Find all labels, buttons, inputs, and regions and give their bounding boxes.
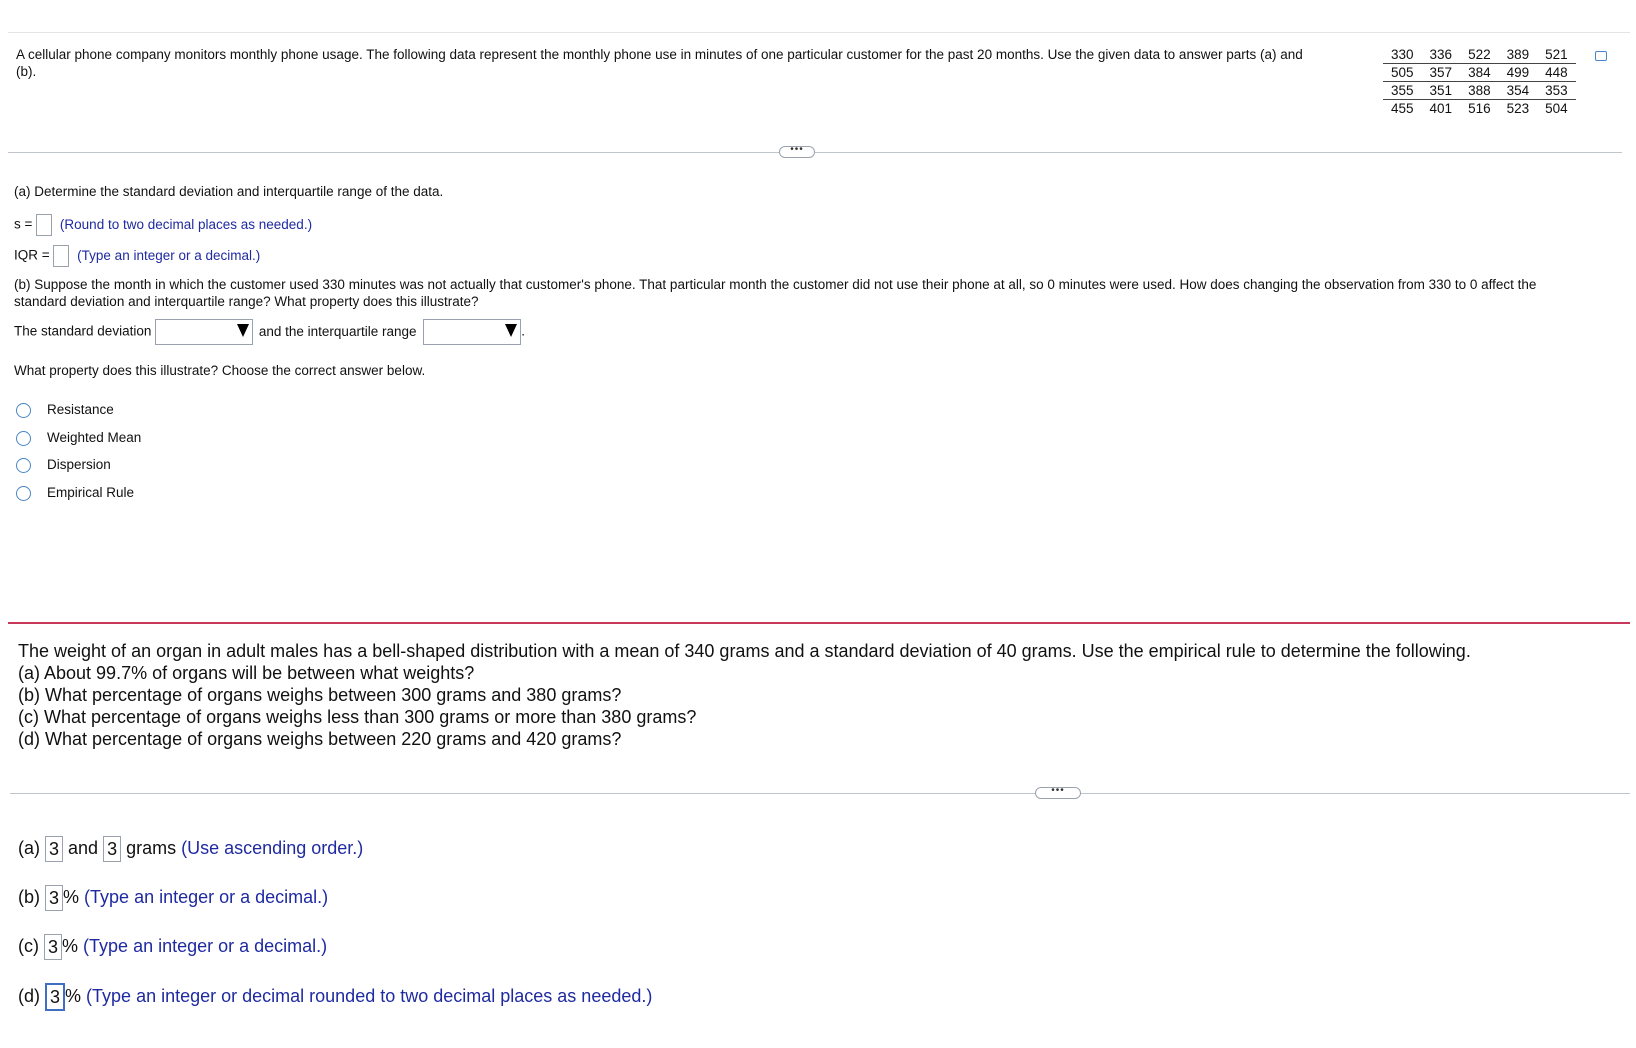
data-table-cell: 505 [1383, 64, 1422, 82]
data-table-row [1383, 46, 1576, 64]
data-table-cell: 523 [1506, 101, 1530, 116]
answer-a-label: (a) [18, 837, 40, 858]
dropdown-row [14, 319, 525, 345]
grams-unit: grams [126, 837, 177, 858]
answer-b-label: (b) [18, 886, 40, 907]
q2-line-4: (c) What percentage of organs weighs less than 300 grams or more than 380 grams? [18, 707, 697, 727]
section-divider-1 [8, 152, 1622, 153]
iqr-dropdown[interactable] [423, 319, 521, 345]
copy-icon[interactable] [1595, 51, 1607, 61]
percent-unit: % [63, 886, 80, 907]
option-label: Resistance [47, 402, 114, 417]
option-resistance[interactable] [16, 402, 114, 420]
data-table-cell: 401 [1429, 101, 1453, 116]
option-label: Dispersion [47, 457, 111, 472]
q2-line-1: The weight of an organ in adult males has a bell-shaped distribution with a mean of 340 grams and a standard deviation of 40 grams. Use the empirical rule to determine the following. [18, 641, 1471, 661]
iqr-input[interactable] [53, 245, 69, 267]
data-table-cell: 521 [1537, 46, 1576, 64]
data-table-cell: 455 [1391, 101, 1414, 116]
answer-b-row [18, 885, 328, 911]
s-input[interactable] [36, 214, 52, 236]
answer-a-input-2[interactable]: 3 [103, 836, 121, 862]
section-divider-2 [10, 793, 1630, 794]
question-2-text [18, 640, 1618, 750]
iqr-row [14, 245, 260, 267]
property-prompt: What property does this illustrate? Choose the correct answer below. [14, 363, 426, 378]
percent-unit: % [62, 935, 79, 956]
sd-label: The standard deviation [14, 323, 152, 339]
chevron-down-icon [237, 324, 249, 337]
data-table-cell: 357 [1422, 64, 1461, 82]
data-table-cell: 353 [1537, 82, 1576, 100]
data-table [1383, 46, 1576, 117]
data-table-cell: 504 [1545, 101, 1568, 116]
q2-line-5: (d) What percentage of organs weighs between 220 grams and 420 grams? [18, 729, 622, 749]
data-table-cell: 384 [1460, 64, 1499, 82]
and-text: and [68, 837, 99, 858]
data-table-cell: 336 [1422, 46, 1461, 64]
radio-icon [16, 403, 31, 418]
answer-c-label: (c) [18, 935, 39, 956]
top-divider [8, 32, 1630, 33]
expand-dots-button[interactable]: ••• [1035, 787, 1081, 799]
iqr-range-label: and the interquartile range [258, 323, 417, 339]
answer-d-label: (d) [18, 985, 40, 1006]
answer-a-input-1[interactable]: 3 [45, 836, 63, 862]
data-table-wrap [1383, 46, 1576, 117]
data-table-row [1383, 82, 1576, 100]
part-a-prompt: (a) Determine the standard deviation and interquartile range of the data. [14, 184, 444, 199]
data-table-cell: 516 [1468, 101, 1491, 116]
option-label: Empirical Rule [47, 485, 135, 500]
chevron-down-icon [505, 324, 517, 337]
data-table-cell: 388 [1460, 82, 1499, 100]
data-table-cell: 355 [1383, 82, 1422, 100]
data-table-cell: 522 [1460, 46, 1499, 64]
answer-d-input[interactable]: 3 [45, 983, 65, 1011]
data-table-row [1383, 64, 1576, 82]
data-table-row [1383, 100, 1576, 118]
iqr-hint: (Type an integer or a decimal.) [77, 247, 261, 263]
s-row [14, 214, 312, 236]
answer-c-input[interactable]: 3 [44, 934, 62, 960]
answer-b-input[interactable]: 3 [45, 885, 63, 911]
answer-d-hint: (Type an integer or decimal rounded to two decimal places as needed.) [86, 985, 653, 1006]
answer-b-hint: (Type an integer or a decimal.) [84, 886, 329, 907]
data-table-cell: 354 [1499, 82, 1538, 100]
answer-a-hint: (Use ascending order.) [181, 837, 364, 858]
radio-icon [16, 486, 31, 501]
answer-c-hint: (Type an integer or a decimal.) [83, 935, 328, 956]
answer-d-row [18, 983, 652, 1011]
percent-unit: % [65, 985, 82, 1006]
part-b-prompt: (b) Suppose the month in which the customer used 330 minutes was not actually that customer's phone. That particular month the customer did not use their phone at all, so 0 minutes were used. How does changing the observation from 330 to 0 affect the standard deviation and interquartile range? What property does this illustrate? [14, 277, 1537, 309]
question-divider [8, 622, 1630, 624]
iqr-label: IQR = [14, 247, 50, 263]
expand-dots-button[interactable]: ••• [779, 146, 815, 158]
data-table-cell: 330 [1383, 46, 1422, 64]
data-table-cell: 448 [1537, 64, 1576, 82]
answer-c-row [18, 934, 327, 960]
s-label: s = [14, 216, 33, 232]
sd-dropdown[interactable] [155, 319, 253, 345]
data-table-cell: 351 [1422, 82, 1461, 100]
q2-line-2: (a) About 99.7% of organs will be between what weights? [18, 663, 475, 683]
radio-icon [16, 458, 31, 473]
radio-icon [16, 431, 31, 446]
q2-line-3: (b) What percentage of organs weighs between 300 grams and 380 grams? [18, 685, 622, 705]
option-weighted-mean[interactable] [16, 430, 142, 448]
data-table-cell: 499 [1499, 64, 1538, 82]
period: . [521, 323, 526, 339]
question-1-intro: A cellular phone company monitors monthly phone usage. The following data represent the monthly phone use in minutes of one particular customer for the past 20 months. Use the given data to answer parts (a) and (b). [16, 47, 1303, 79]
s-hint: (Round to two decimal places as needed.) [59, 216, 313, 232]
option-label: Weighted Mean [47, 430, 142, 445]
option-empirical-rule[interactable] [16, 485, 135, 503]
option-dispersion[interactable] [16, 457, 111, 475]
data-table-cell: 389 [1499, 46, 1538, 64]
answer-a-row [18, 836, 363, 862]
